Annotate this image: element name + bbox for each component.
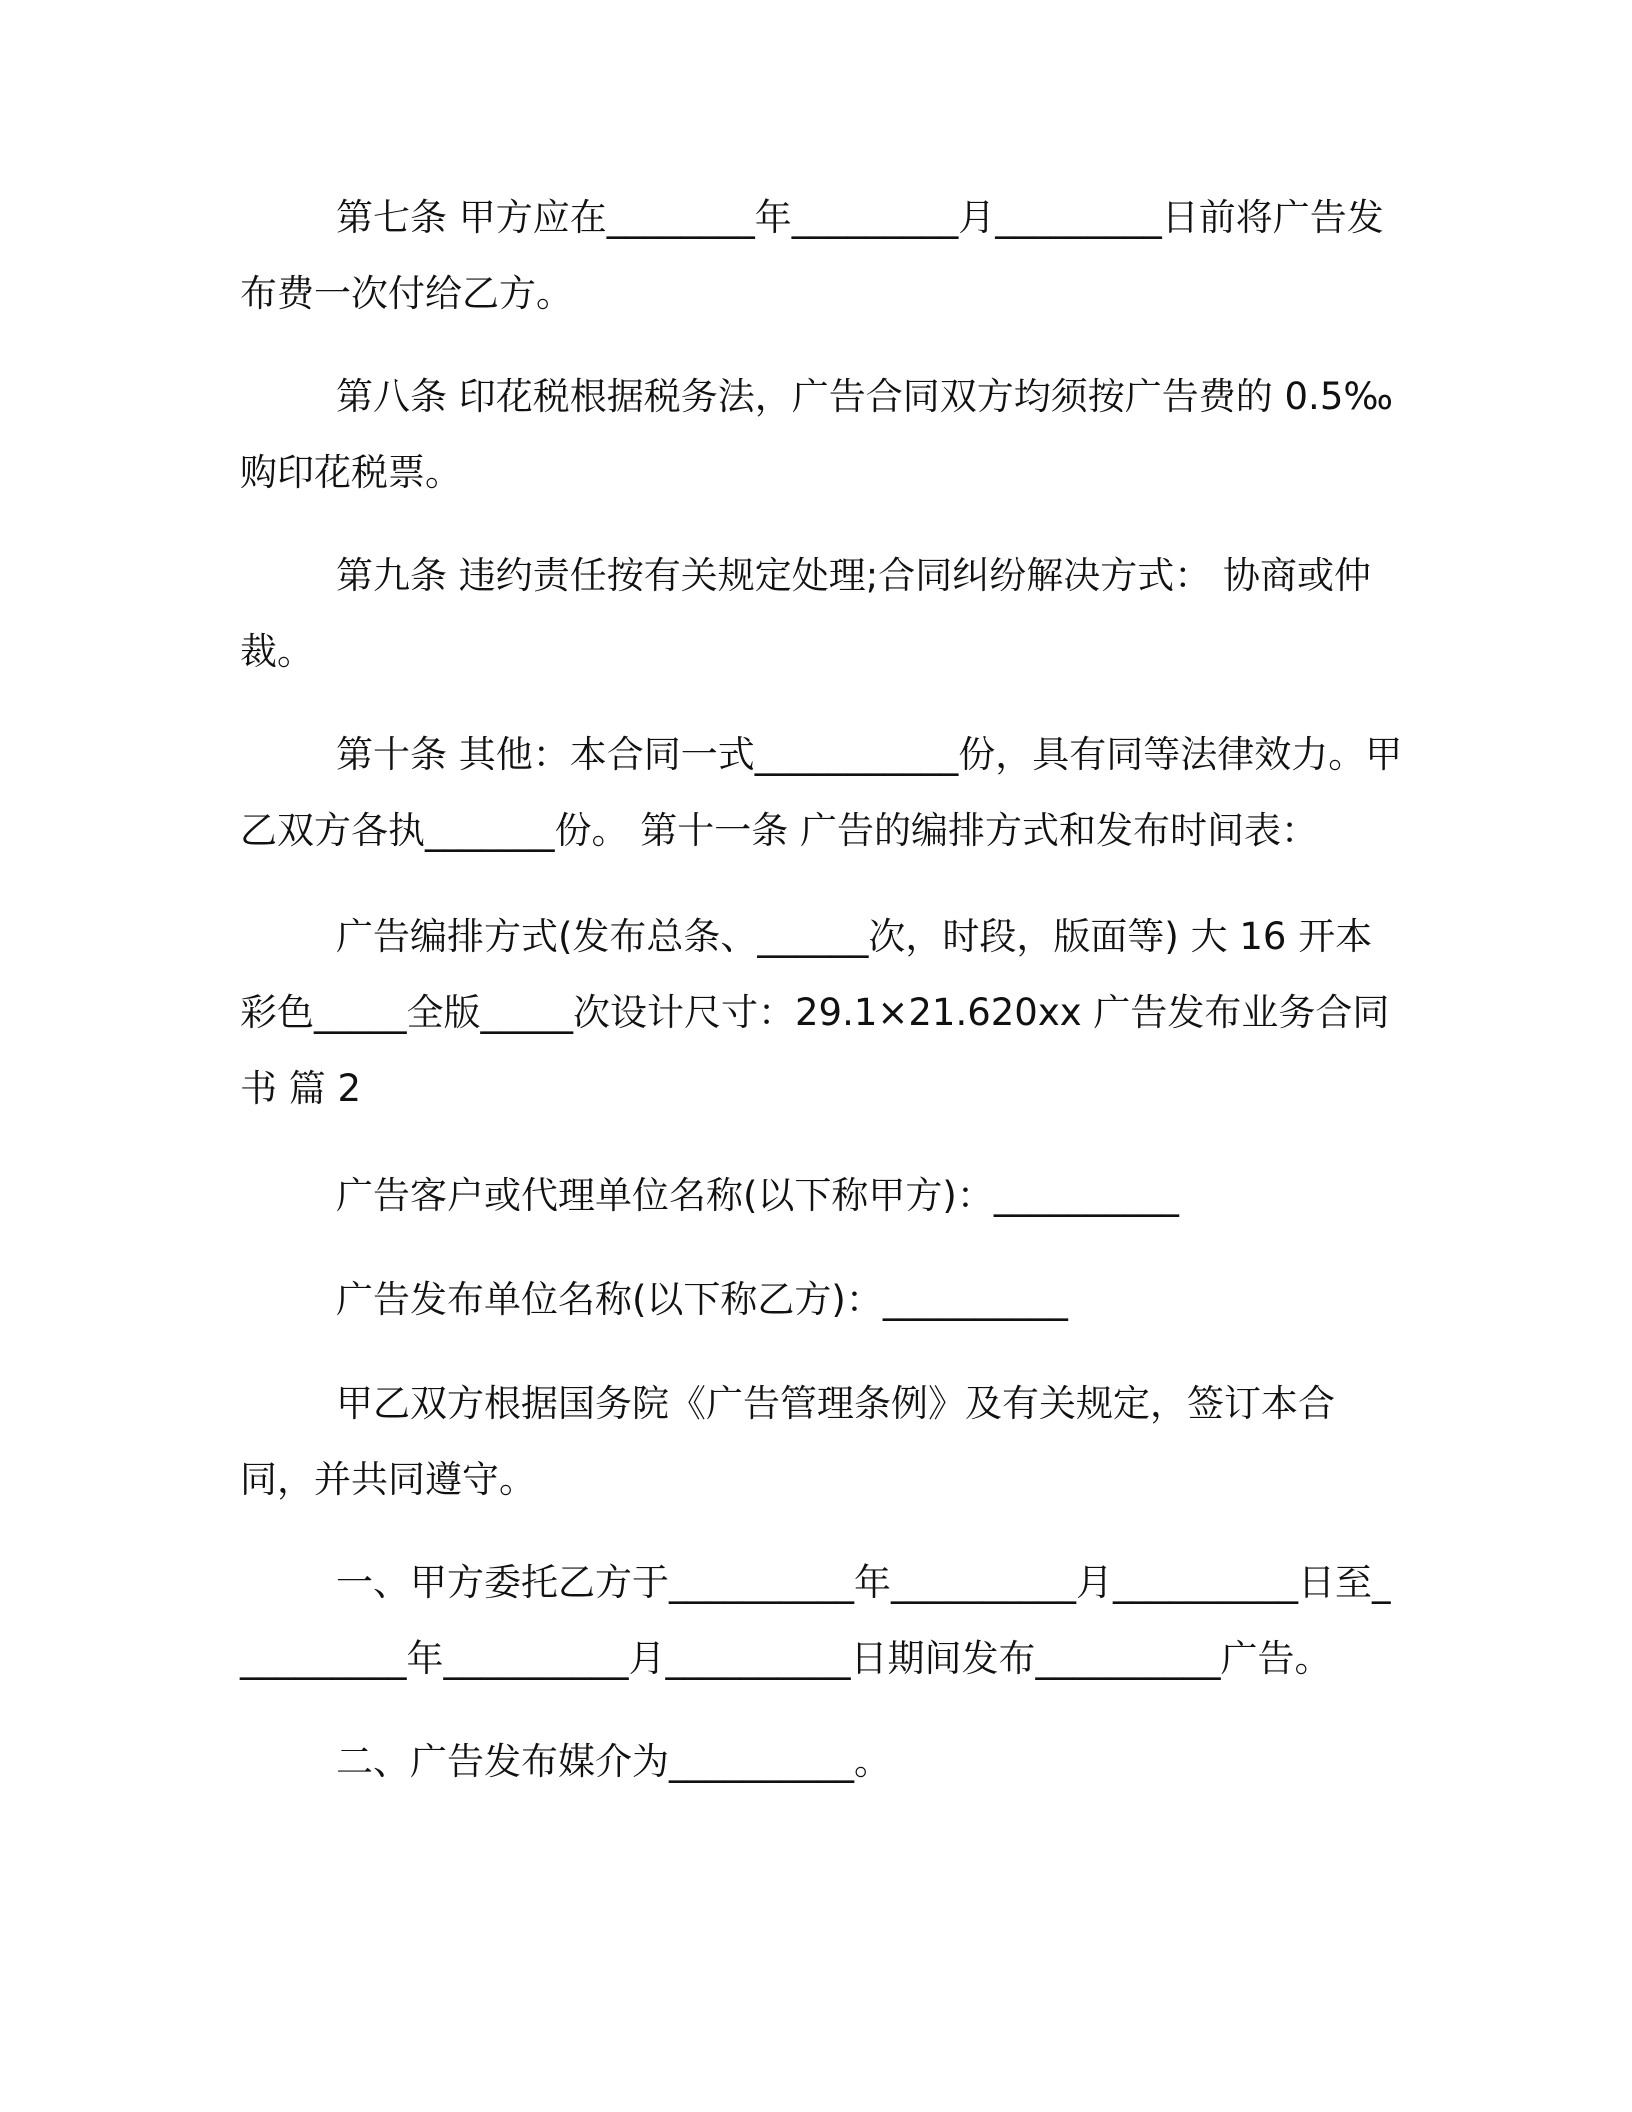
party-b-name: 广告发布单位名称(以下称乙方)：__________ bbox=[336, 1278, 1068, 1321]
article-2-media: 二、广告发布媒介为__________。 bbox=[336, 1740, 891, 1783]
clause-10-other: 第十条 其他：本合同一式___________份，具有同等法律效力。甲乙双方各执_______份。 第十一条 广告的编排方式和发布时间表： bbox=[240, 733, 1403, 852]
party-a-name: 广告客户或代理单位名称(以下称甲方)：__________ bbox=[336, 1174, 1179, 1217]
ad-layout-method: 广告编排方式(发布总条、______次，时段，版面等) 大 16 开本彩色_____全版_____次设计尺寸：29.1×21.620xx 广告发布业务合同书 篇 2 bbox=[240, 915, 1390, 1110]
clause-8-stamp-tax: 第八条 印花税根据税务法，广告合同双方均须按广告费的 0.5‰购印花税票。 bbox=[240, 375, 1394, 494]
clause-7-payment: 第七条 甲方应在________年_________月_________日前将广告发布费一次付给乙方。 bbox=[240, 196, 1384, 315]
clause-9-liability: 第九条 违约责任按有关规定处理;合同纠纷解决方式： 协商或仲裁。 bbox=[240, 554, 1371, 673]
contract-preamble: 甲乙双方根据国务院《广告管理条例》及有关规定，签订本合同，并共同遵守。 bbox=[240, 1382, 1335, 1501]
article-1-publication-period: 一、甲方委托乙方于__________年__________月__________日至__________年__________月__________日期间发布__________广告。 bbox=[240, 1561, 1391, 1680]
